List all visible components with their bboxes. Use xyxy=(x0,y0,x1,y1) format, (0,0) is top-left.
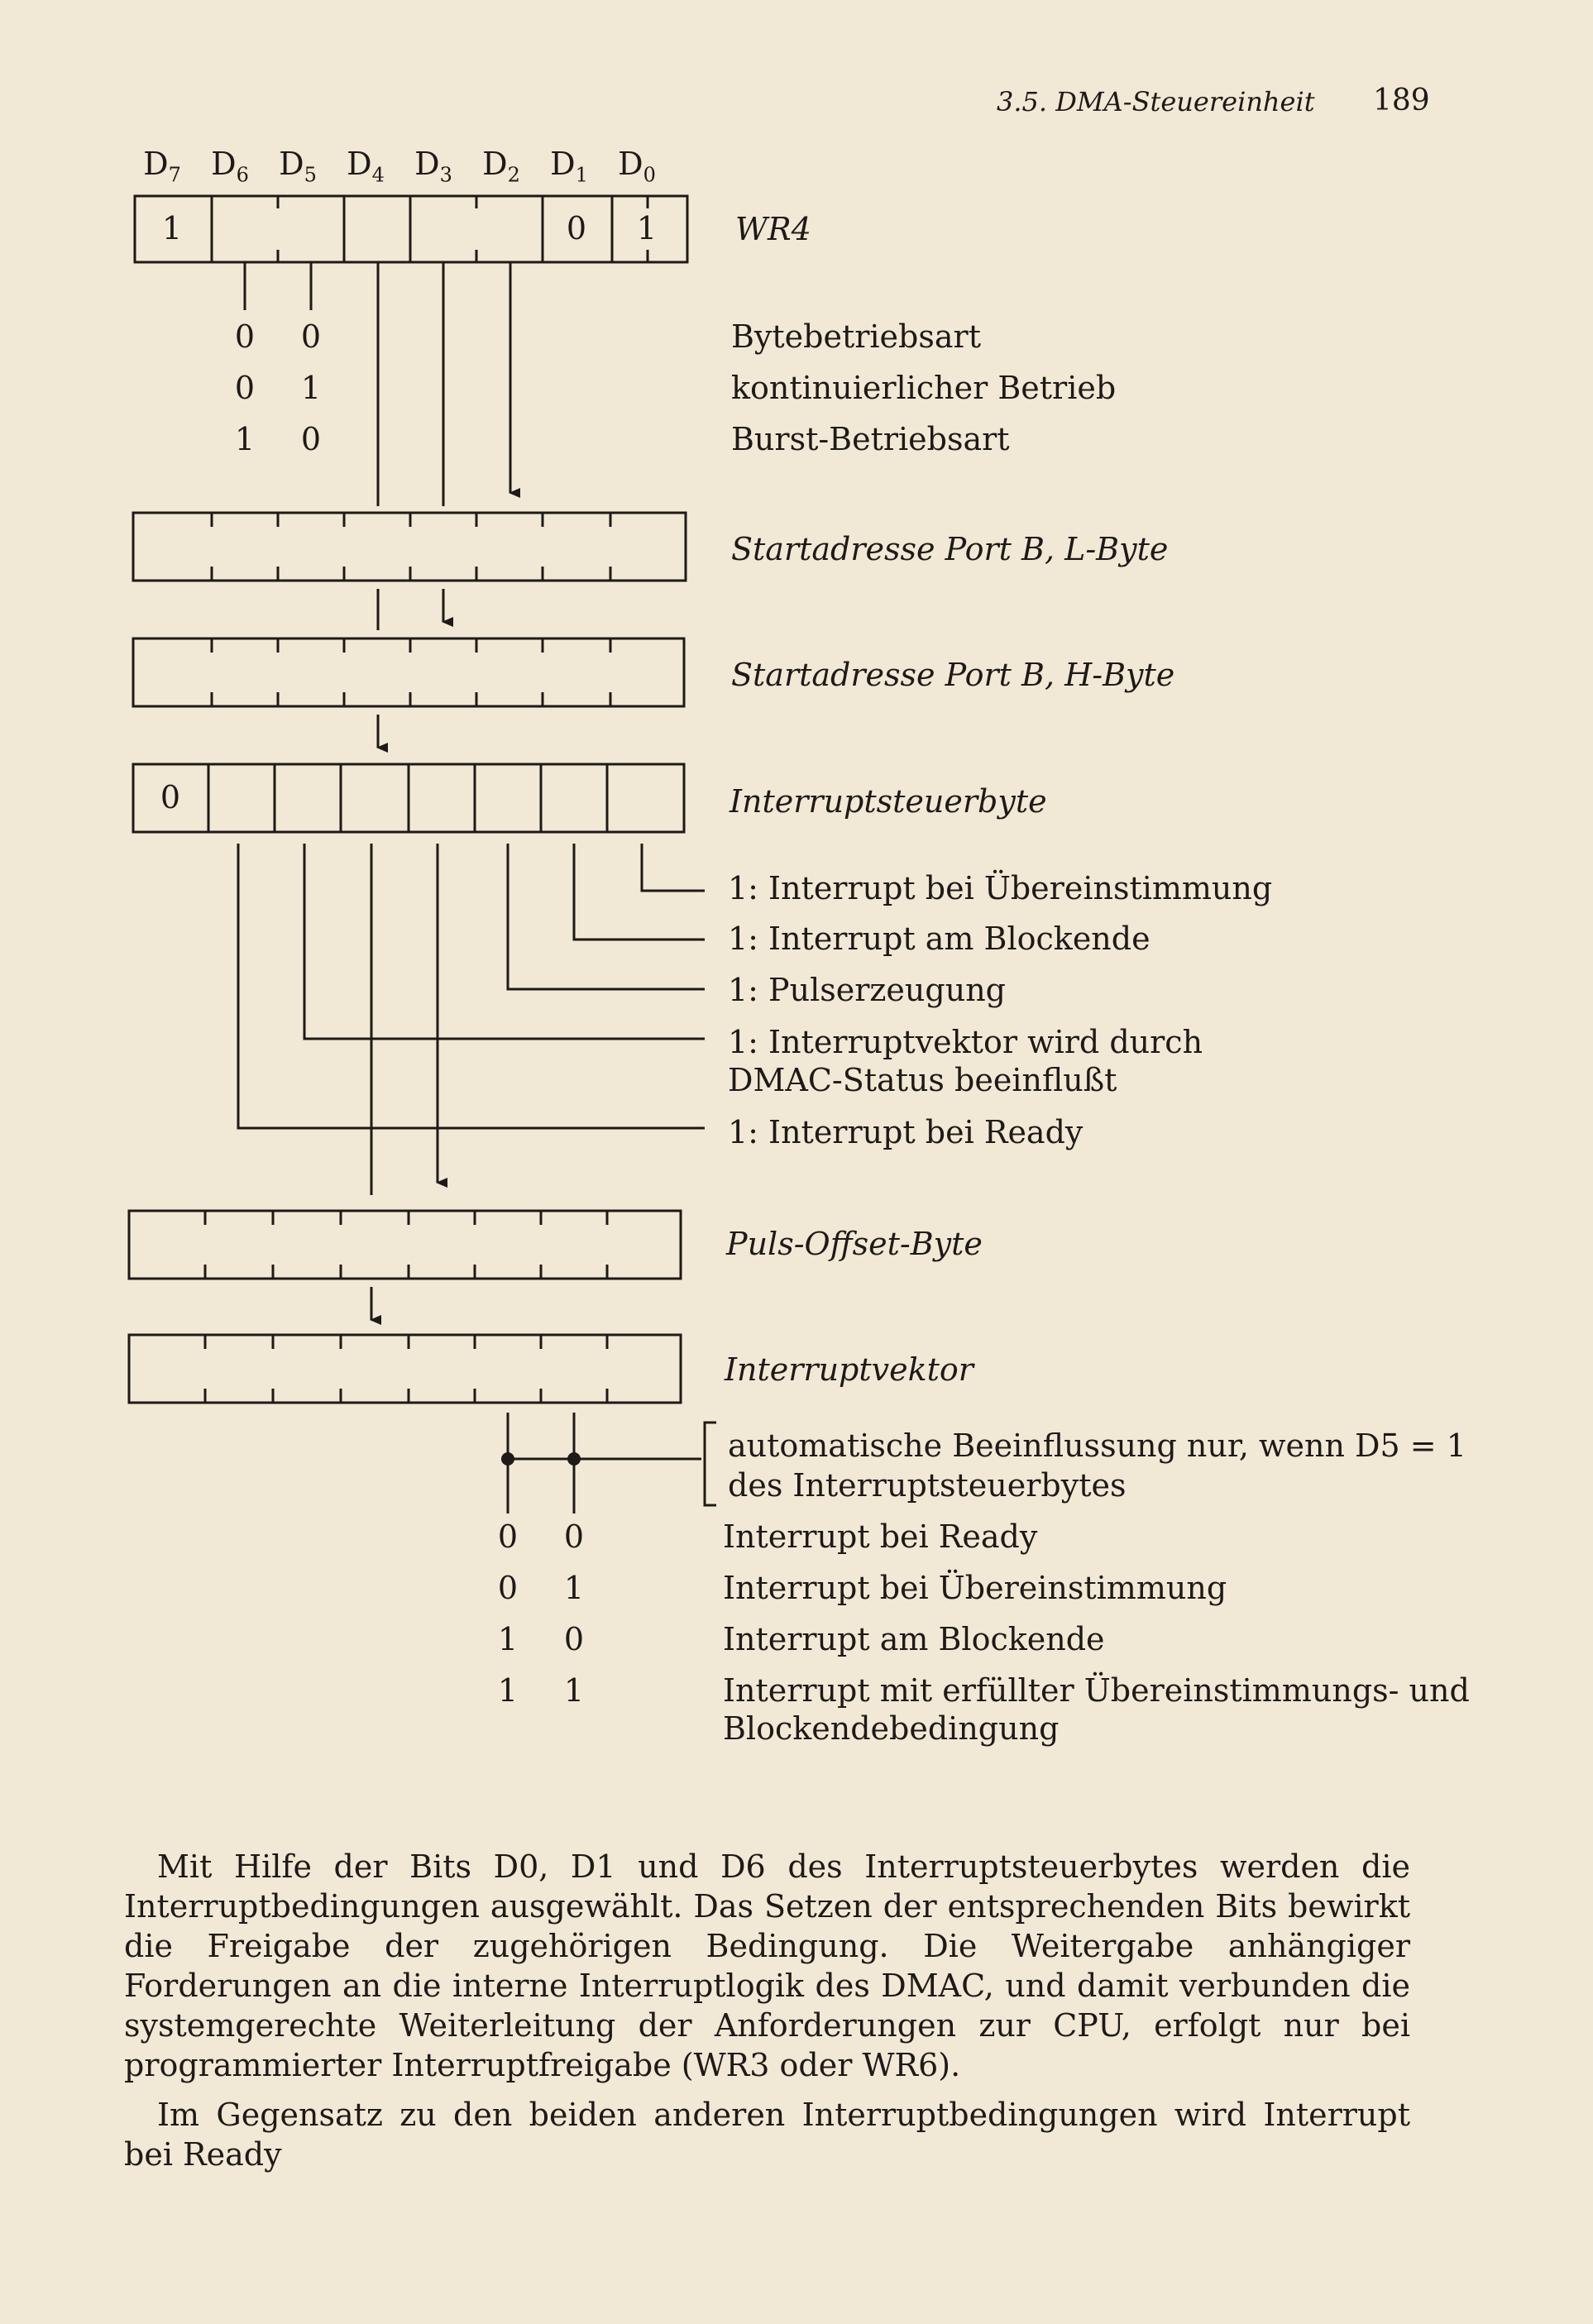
start-h-label: Startadresse Port B, H-Byte xyxy=(731,657,1175,693)
mode-row-3-label: Burst-Betriebsart xyxy=(731,421,1010,457)
vector-row-3-label: Interrupt am Blockende xyxy=(723,1621,1105,1657)
vector-row-3-b0: 0 xyxy=(563,1621,585,1657)
puls-offset-register xyxy=(129,1211,681,1279)
vector-row-2-b0: 1 xyxy=(563,1570,585,1606)
body-paragraph-2 xyxy=(124,2095,1410,2174)
vector-note-line-1: automatische Beeinflussung nur, wenn D5 = 1 xyxy=(728,1427,1466,1464)
bit-label-d1: $D_1$ xyxy=(550,146,588,187)
body-paragraph-2-text: Im Gegensatz zu den beiden anderen Interruptbedingungen wird Interrupt bei Ready xyxy=(124,2097,1410,2173)
wr4-d0-value: 1 xyxy=(636,210,658,246)
wr4-label: WR4 xyxy=(735,211,811,247)
mode-row-1-b1: 0 xyxy=(234,318,256,355)
running-header-section: 3.5. DMA-Steuereinheit xyxy=(997,86,1315,117)
start-l-register xyxy=(133,513,686,581)
start-l-label: Startadresse Port B, L-Byte xyxy=(731,531,1169,567)
wr4-d7-value: 1 xyxy=(161,210,183,246)
vector-row-4-b1: 1 xyxy=(497,1672,519,1709)
int-vector-label: Interruptvektor xyxy=(725,1351,974,1388)
vector-row-2-label: Interrupt bei Übereinstimmung xyxy=(723,1570,1227,1606)
int-ctrl-bit-d2: 1: Pulserzeugung xyxy=(728,972,1006,1008)
bit-label-d4: $D_4$ xyxy=(347,146,385,187)
vector-row-1-label: Interrupt bei Ready xyxy=(723,1518,1038,1555)
bit-label-d5: $D_5$ xyxy=(279,146,317,187)
vector-row-4-b0: 1 xyxy=(563,1672,585,1709)
int-ctrl-register xyxy=(133,764,684,832)
start-h-register xyxy=(133,638,684,706)
vector-row-2-b1: 0 xyxy=(497,1570,519,1606)
body-paragraph-1-text: Mit Hilfe der Bits D0, D1 und D6 des Interruptsteuerbytes werden die Interruptbedingungen ausgewählt. Das Setzen der entsprechenden Bits bewirkt die Freigabe der zugehörigen Bedingung. Die Weitergabe anhängiger Forderungen an die interne Interruptlogik des DMAC, und damit verbunden die systemgerechte Weiterleitung der Anforderungen zur CPU, erfolgt nur bei programmierter Interruptfreigabe (WR3 oder WR6). xyxy=(124,1848,1410,2083)
mode-row-1-b0: 0 xyxy=(300,318,322,355)
bit-label-d0: $D_0$ xyxy=(618,146,656,187)
mode-row-2-label: kontinuierlicher Betrieb xyxy=(731,370,1117,406)
int-ctrl-bit-d5: 1: Interruptvektor wird durch xyxy=(728,1024,1203,1060)
vector-row-3-b1: 1 xyxy=(497,1621,519,1657)
mode-row-2-b1: 0 xyxy=(234,370,256,406)
bit-label-d6: $D_6$ xyxy=(211,146,249,187)
int-ctrl-d7-value: 0 xyxy=(160,779,181,815)
mode-row-2-b0: 1 xyxy=(300,370,322,406)
puls-offset-label: Puls-Offset-Byte xyxy=(726,1226,983,1262)
bit-label-d7: $D_7$ xyxy=(143,146,181,187)
vector-row-4-label-cont: Blockendebedingung xyxy=(723,1710,1060,1747)
mode-row-3-b1: 1 xyxy=(234,421,256,457)
int-ctrl-bit-d6: 1: Interrupt bei Ready xyxy=(728,1114,1084,1150)
mode-row-3-b0: 0 xyxy=(300,421,322,457)
int-ctrl-bit-d1: 1: Interrupt am Blockende xyxy=(728,921,1150,957)
vector-row-1-b0: 0 xyxy=(563,1518,585,1555)
mode-row-1-label: Bytebetriebsart xyxy=(731,318,981,355)
wr4-d1-value: 0 xyxy=(566,210,587,246)
int-ctrl-bit-d5-cont: DMAC-Status beeinflußt xyxy=(728,1062,1117,1098)
int-ctrl-label: Interruptsteuerbyte xyxy=(730,783,1047,820)
page-number: 189 xyxy=(1373,84,1430,117)
int-ctrl-bit-d0: 1: Interrupt bei Übereinstimmung xyxy=(728,870,1273,906)
bit-label-d3: $D_3$ xyxy=(414,146,452,187)
vector-row-1-b1: 0 xyxy=(497,1518,519,1555)
bit-label-d2: $D_2$ xyxy=(482,146,520,187)
body-paragraph-1 xyxy=(124,1847,1410,2085)
vector-note-line-2: des Interruptsteuerbytes xyxy=(728,1467,1127,1504)
vector-row-4-label: Interrupt mit erfüllter Übereinstimmungs- und xyxy=(723,1672,1470,1709)
int-vector-register xyxy=(129,1335,681,1403)
